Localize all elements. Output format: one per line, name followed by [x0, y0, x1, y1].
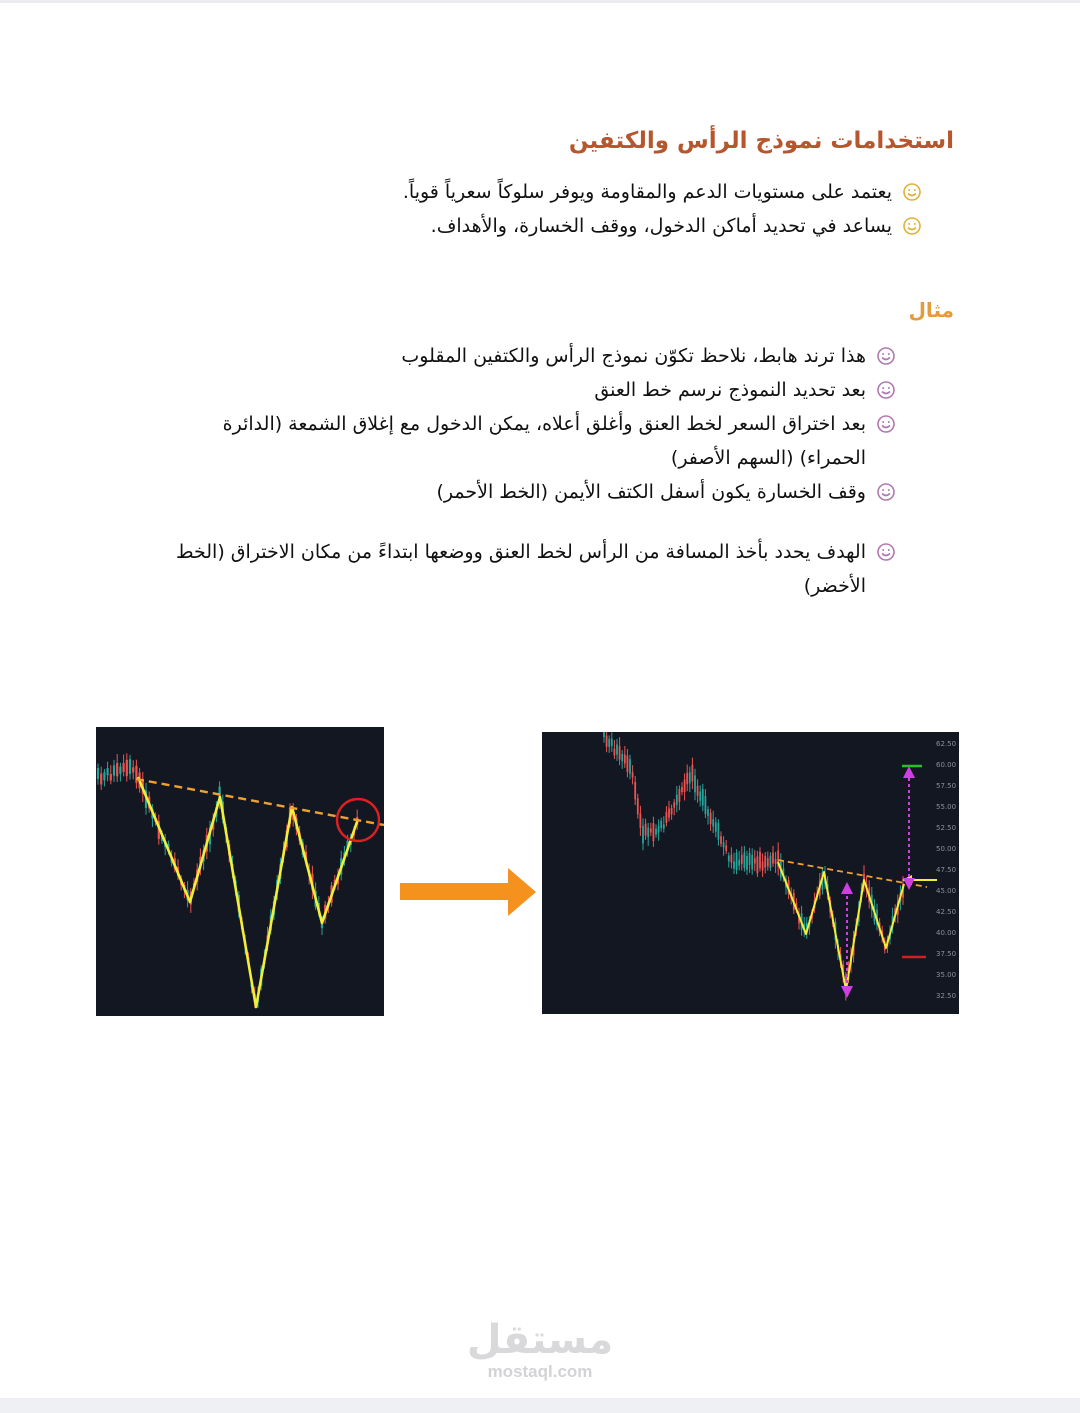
example-title: مثال	[908, 298, 954, 322]
candle-body	[772, 853, 774, 864]
use-text: يعتمد على مستويات الدعم والمقاومة ويوفر سلوكاً سعرياً قوياً.	[402, 181, 892, 203]
list-item	[156, 475, 896, 509]
candlesticks	[97, 753, 358, 1008]
price-axis	[936, 740, 956, 1000]
candle-body	[673, 802, 675, 808]
candle-body	[116, 763, 118, 776]
candle-body	[619, 746, 621, 759]
candle-body	[686, 773, 688, 784]
price-axis-label: 47.50	[936, 866, 957, 874]
example-text: بعد تحديد النموذج نرسم خط العنق	[594, 379, 866, 401]
bottom-band	[0, 1398, 1080, 1413]
candle-body	[720, 836, 722, 844]
candle-body	[645, 824, 647, 836]
candle-body	[135, 766, 137, 783]
example-text: بعد اختراق السعر لخط العنق وأغلق أعلاه، يمكن الدخول مع إغلاق الشمعة (الدائرة الحمراء) (السهم الأصفر)	[222, 413, 866, 469]
candle-body	[681, 787, 683, 792]
candle-body	[676, 795, 678, 805]
price-axis-label: 40.00	[936, 929, 957, 937]
candle-body	[653, 823, 655, 841]
smiley-icon	[876, 380, 896, 400]
candle-body	[712, 819, 714, 826]
candle-body	[759, 852, 761, 868]
example-list	[156, 339, 896, 603]
pattern-zigzag-line	[138, 777, 358, 1007]
candle-body	[762, 861, 764, 870]
candle-body	[647, 828, 649, 838]
price-axis-label: 57.50	[936, 782, 957, 790]
list-item	[156, 535, 896, 603]
candle-body	[668, 809, 670, 818]
price-axis-label: 45.00	[936, 887, 957, 895]
price-axis-label: 50.00	[936, 845, 957, 853]
arrow-right-icon	[398, 866, 538, 918]
candle-body	[663, 824, 665, 828]
candle-body	[123, 763, 125, 772]
candle-body	[707, 809, 709, 816]
pattern-zigzag-line	[778, 862, 904, 990]
candle-body	[611, 739, 613, 746]
candle-body	[624, 755, 626, 764]
candle-body	[126, 760, 128, 776]
head-measure-arrow-top	[841, 882, 853, 894]
candle-body	[666, 812, 668, 823]
price-axis-label: 52.50	[936, 824, 957, 832]
candle-body	[738, 860, 740, 866]
candle-body	[757, 856, 759, 873]
price-axis-label: 37.50	[936, 950, 957, 958]
price-axis-label: 60.00	[936, 761, 957, 769]
watermark-logo	[440, 1318, 640, 1382]
candle-body	[728, 856, 730, 862]
candle-body	[702, 789, 704, 805]
smiley-icon	[876, 482, 896, 502]
candle-body	[100, 773, 102, 784]
left-chart-image	[96, 727, 384, 1016]
watermark-latin: mostaql.com	[487, 1362, 593, 1381]
candle-body	[751, 855, 753, 869]
price-axis-label: 55.00	[936, 803, 957, 811]
right-chart-image	[542, 732, 959, 1014]
candle-body	[689, 772, 691, 783]
candle-body	[775, 859, 777, 864]
candle-body	[744, 853, 746, 868]
smiley-icon	[876, 542, 896, 562]
candle-body	[705, 796, 707, 814]
candle-body	[642, 826, 644, 844]
smiley-icon	[876, 414, 896, 434]
neckline	[778, 860, 927, 887]
candle-body	[699, 791, 701, 800]
candle-body	[640, 813, 642, 827]
candle-body	[129, 759, 131, 774]
head-measure-arrow-bottom	[841, 986, 853, 998]
candle-body	[671, 808, 673, 814]
price-axis-label: 32.50	[936, 992, 957, 1000]
candlesticks	[603, 732, 904, 1000]
candle-body	[725, 845, 727, 850]
candle-body	[632, 772, 634, 777]
candle-body	[627, 756, 629, 772]
watermark-arabic: مستقل	[466, 1317, 614, 1363]
candle-body	[603, 732, 605, 737]
candle-body	[733, 861, 735, 868]
candle-body	[684, 780, 686, 792]
list-item	[142, 175, 922, 209]
candle-body	[606, 736, 608, 747]
candle-body	[103, 772, 105, 780]
candle-body	[710, 813, 712, 824]
use-text: يساعد في تحديد أماكن الدخول، ووقف الخسارة، والأهداف.	[430, 215, 892, 237]
list-item	[156, 407, 896, 475]
top-divider	[0, 0, 1080, 3]
candle-body	[637, 798, 639, 814]
candle-body	[718, 823, 720, 840]
candle-body	[692, 765, 694, 781]
candle-body	[107, 768, 109, 775]
candle-body	[658, 826, 660, 832]
example-text: هذا ترند هابط، نلاحظ تكوّن نموذج الرأس والكتفين المقلوب	[401, 345, 866, 367]
candle-body	[767, 858, 769, 866]
smiley-icon	[876, 346, 896, 366]
candle-body	[736, 853, 738, 870]
target-measure-arrow-bottom	[903, 878, 915, 890]
candle-body	[616, 744, 618, 754]
list-item	[156, 373, 896, 407]
target-measure-arrow-top	[903, 766, 915, 778]
candle-body	[741, 855, 743, 864]
candle-body	[621, 754, 623, 761]
smiley-icon	[902, 216, 922, 236]
candle-body	[132, 767, 134, 772]
list-item	[142, 209, 922, 243]
candle-body	[614, 749, 616, 755]
candle-body	[723, 842, 725, 847]
candle-body	[608, 739, 610, 747]
example-text: وقف الخسارة يكون أسفل الكتف الأيمن (الخط الأحمر)	[436, 481, 866, 503]
candle-body	[764, 856, 766, 868]
candle-body	[660, 821, 662, 828]
list-item	[156, 339, 896, 373]
candle-body	[731, 855, 733, 863]
candle-body	[634, 782, 636, 799]
price-axis-label: 42.50	[936, 908, 957, 916]
price-axis-label: 62.50	[936, 740, 957, 748]
candle-body	[754, 858, 756, 863]
price-axis-label: 35.00	[936, 971, 957, 979]
candle-body	[119, 767, 121, 774]
candle-body	[629, 759, 631, 774]
candle-body	[113, 765, 115, 775]
candle-body	[655, 829, 657, 835]
candle-body	[746, 856, 748, 870]
uses-list	[142, 175, 922, 243]
candle-body	[110, 774, 112, 780]
candle-body	[715, 822, 717, 832]
candle-body	[749, 853, 751, 865]
smiley-icon	[902, 182, 922, 202]
candle-body	[697, 786, 699, 796]
candle-body	[650, 828, 652, 832]
section-heading: استخدامات نموذج الرأس والكتفين	[568, 128, 954, 154]
candle-body	[679, 789, 681, 802]
example-text: الهدف يحدد بأخذ المسافة من الرأس لخط العنق ووضعها ابتداءً من مكان الاختراق (الخط الأخضر)	[175, 541, 866, 597]
candle-body	[770, 856, 772, 868]
candle-body	[694, 776, 696, 793]
candle-body	[97, 768, 99, 779]
